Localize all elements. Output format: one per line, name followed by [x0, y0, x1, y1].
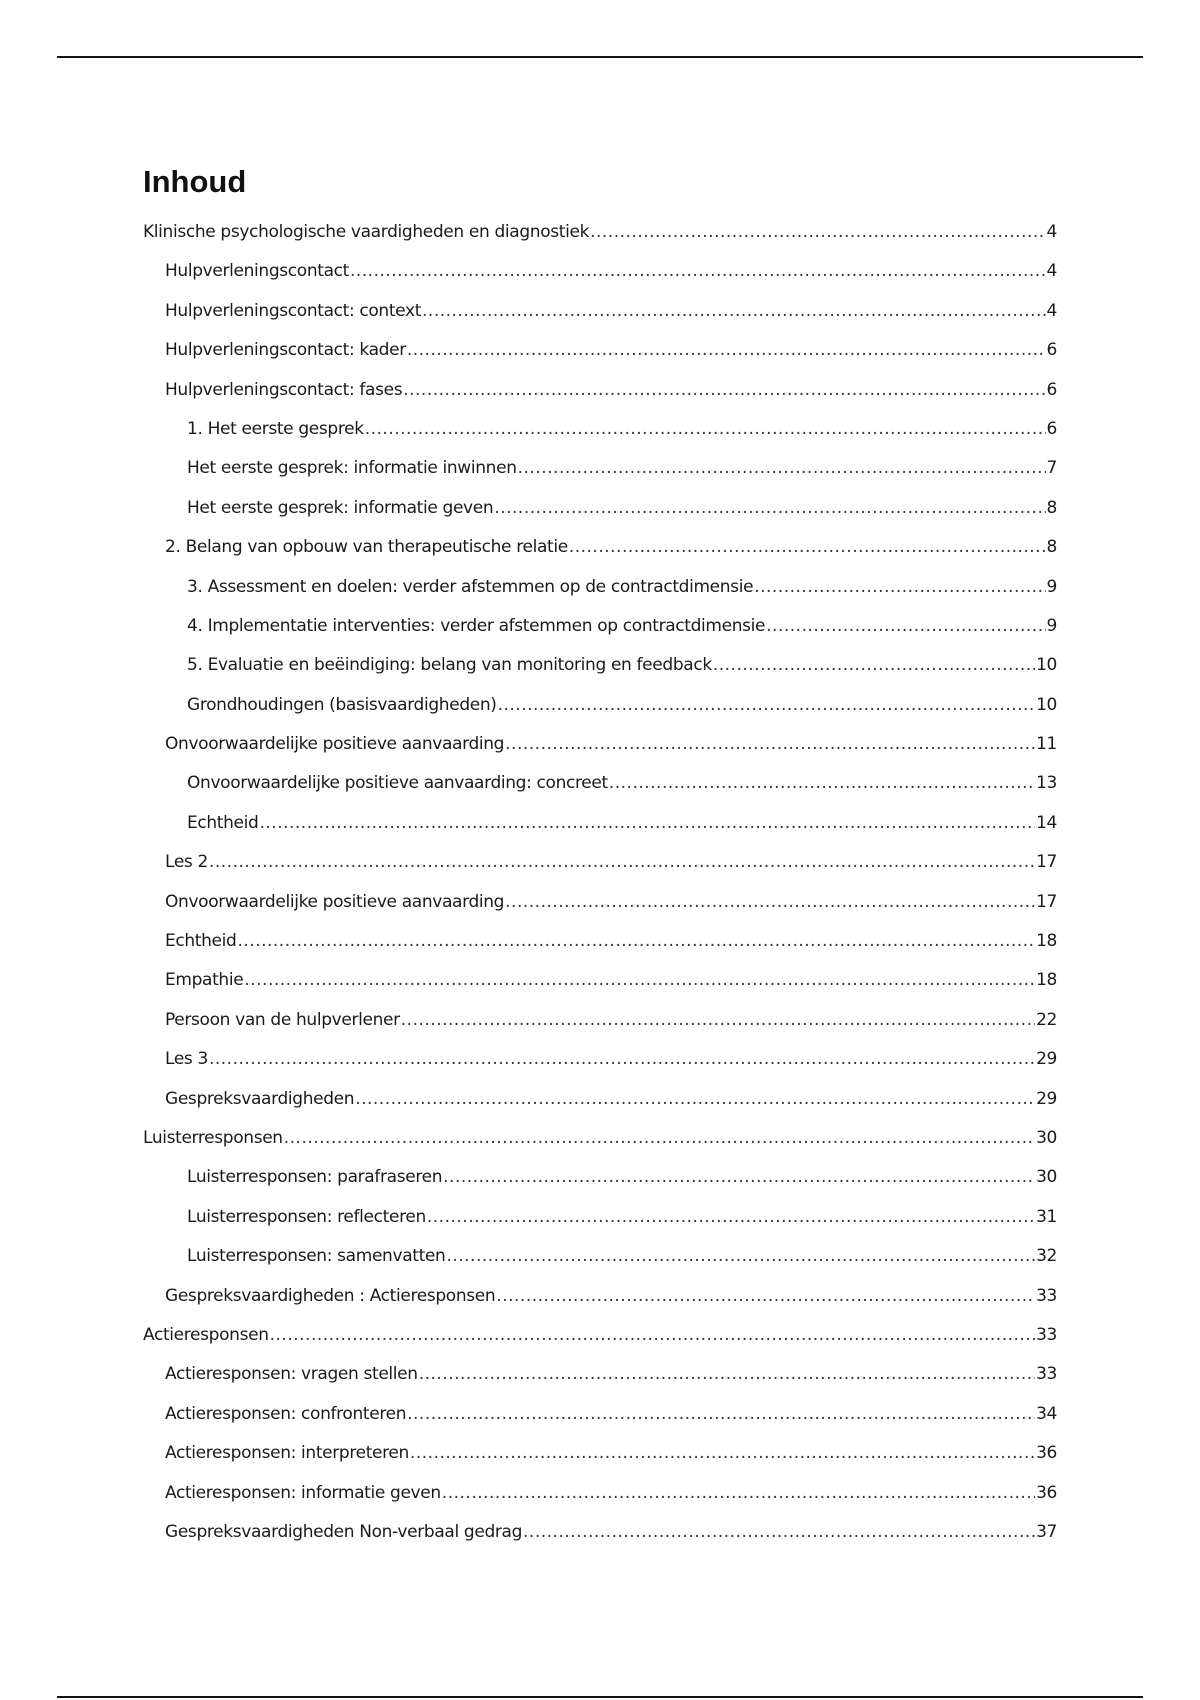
table-of-contents — [143, 213, 1057, 1552]
toc-page-number: 32 — [1036, 1246, 1057, 1267]
toc-dot-leader — [766, 607, 1045, 646]
toc-entry[interactable] — [143, 764, 1057, 803]
toc-entry-title: 2. Belang van opbouw van therapeutische relatie — [165, 537, 568, 558]
toc-page-number: 33 — [1036, 1324, 1057, 1345]
toc-entry-title: 1. Het eerste gesprek — [187, 418, 364, 439]
toc-entry-title: Gespreksvaardigheden Non-verbaal gedrag — [165, 1521, 523, 1542]
toc-entry[interactable] — [143, 646, 1057, 685]
toc-page-number: 9 — [1046, 615, 1057, 636]
toc-entry-title: 4. Implementatie interventies: verder afstemmen op contractdimensie — [187, 615, 766, 636]
toc-entry[interactable] — [143, 213, 1057, 252]
toc-entry-title: Luisterresponsen: samenvatten — [187, 1246, 446, 1267]
toc-page-number: 8 — [1046, 537, 1057, 558]
toc-page-number: 30 — [1036, 1167, 1057, 1188]
toc-entry-title: Echtheid — [165, 931, 237, 952]
toc-entry-title: Luisterresponsen: parafraseren — [187, 1167, 443, 1188]
toc-entry[interactable] — [143, 1198, 1057, 1237]
toc-entry[interactable] — [143, 883, 1057, 922]
toc-entry-title: Het eerste gesprek: informatie inwinnen — [187, 458, 517, 479]
toc-dot-leader — [237, 922, 1035, 961]
toc-dot-leader — [609, 764, 1035, 803]
toc-dot-leader — [518, 449, 1046, 488]
toc-entry-title: 5. Evaluatie en beëindiging: belang van monitoring en feedback — [187, 655, 712, 676]
toc-entry-title: Actieresponsen — [143, 1324, 269, 1345]
toc-entry[interactable] — [143, 292, 1057, 331]
toc-page-number: 29 — [1036, 1049, 1057, 1070]
toc-entry-title: Onvoorwaardelijke positieve aanvaarding — [165, 734, 505, 755]
toc-entry[interactable] — [143, 371, 1057, 410]
toc-entry-title: Les 2 — [165, 852, 208, 873]
toc-entry-title: Onvoorwaardelijke positieve aanvaarding: concreet — [187, 773, 608, 794]
toc-entry-title: Grondhoudingen (basisvaardigheden) — [187, 694, 497, 715]
toc-dot-leader — [443, 1158, 1035, 1197]
toc-page-number: 18 — [1036, 970, 1057, 991]
toc-dot-leader — [419, 1355, 1035, 1394]
toc-entry[interactable] — [143, 1119, 1057, 1158]
toc-entry[interactable] — [143, 1158, 1057, 1197]
toc-entry-title: Les 3 — [165, 1049, 208, 1070]
toc-page-number: 37 — [1036, 1521, 1057, 1542]
toc-dot-leader — [569, 528, 1046, 567]
toc-page-number: 6 — [1046, 340, 1057, 361]
footer-rule — [57, 1696, 1143, 1698]
toc-dot-leader — [270, 1316, 1035, 1355]
toc-entry[interactable] — [143, 1474, 1057, 1513]
toc-page-number: 7 — [1046, 458, 1057, 479]
toc-page-number: 17 — [1036, 891, 1057, 912]
toc-entry-title: Gespreksvaardigheden — [165, 1088, 355, 1109]
toc-page-number: 14 — [1036, 812, 1057, 833]
toc-dot-leader — [523, 1513, 1035, 1552]
toc-entry[interactable] — [143, 961, 1057, 1000]
toc-entry-title: Actieresponsen: interpreteren — [165, 1443, 409, 1464]
toc-page-number: 9 — [1046, 576, 1057, 597]
toc-page-number: 10 — [1036, 694, 1057, 715]
toc-entry-title: Luisterresponsen: reflecteren — [187, 1206, 426, 1227]
toc-dot-leader — [442, 1474, 1035, 1513]
toc-entry-title: Hulpverleningscontact: fases — [165, 379, 403, 400]
toc-dot-leader — [427, 1198, 1035, 1237]
page-title: Inhoud — [143, 164, 247, 199]
toc-entry-title: Actieresponsen: confronteren — [165, 1403, 407, 1424]
toc-entry-title: Gespreksvaardigheden : Actieresponsen — [165, 1285, 496, 1306]
toc-entry-title: Actieresponsen: vragen stellen — [165, 1364, 418, 1385]
toc-dot-leader — [494, 489, 1045, 528]
toc-dot-leader — [209, 1040, 1035, 1079]
toc-page-number: 31 — [1036, 1206, 1057, 1227]
toc-dot-leader — [505, 725, 1035, 764]
toc-page-number: 22 — [1036, 1009, 1057, 1030]
header-rule — [57, 56, 1143, 58]
toc-dot-leader — [365, 410, 1046, 449]
toc-page-number: 36 — [1036, 1443, 1057, 1464]
toc-page-number: 6 — [1046, 379, 1057, 400]
toc-page-number: 30 — [1036, 1127, 1057, 1148]
toc-page-number: 8 — [1046, 497, 1057, 518]
toc-entry-title: Hulpverleningscontact — [165, 261, 349, 282]
toc-dot-leader — [244, 961, 1035, 1000]
toc-dot-leader — [505, 883, 1035, 922]
toc-entry[interactable] — [143, 922, 1057, 961]
toc-entry[interactable] — [143, 1040, 1057, 1079]
toc-entry-title: Hulpverleningscontact: context — [165, 300, 422, 321]
toc-entry-title: Luisterresponsen — [143, 1127, 283, 1148]
toc-page-number: 13 — [1036, 773, 1057, 794]
toc-dot-leader — [496, 1277, 1035, 1316]
toc-page-number: 36 — [1036, 1482, 1057, 1503]
toc-dot-leader — [713, 646, 1035, 685]
toc-entry[interactable] — [143, 843, 1057, 882]
toc-dot-leader — [590, 213, 1045, 252]
toc-entry-title: Persoon van de hulpverlener — [165, 1009, 400, 1030]
toc-entry-title: Echtheid — [187, 812, 259, 833]
toc-entry[interactable] — [143, 1434, 1057, 1473]
toc-entry[interactable] — [143, 489, 1057, 528]
toc-dot-leader — [498, 686, 1035, 725]
toc-entry[interactable] — [143, 1080, 1057, 1119]
toc-entry[interactable] — [143, 1001, 1057, 1040]
toc-dot-leader — [422, 292, 1046, 331]
toc-entry[interactable] — [143, 410, 1057, 449]
toc-entry[interactable] — [143, 725, 1057, 764]
toc-dot-leader — [410, 1434, 1035, 1473]
toc-page-number: 29 — [1036, 1088, 1057, 1109]
toc-page-number: 17 — [1036, 852, 1057, 873]
toc-entry[interactable] — [143, 1395, 1057, 1434]
toc-entry[interactable] — [143, 804, 1057, 843]
toc-entry[interactable] — [143, 1355, 1057, 1394]
toc-entry[interactable] — [143, 607, 1057, 646]
toc-page-number: 4 — [1046, 222, 1057, 242]
toc-dot-leader — [284, 1119, 1035, 1158]
toc-dot-leader — [754, 568, 1045, 607]
toc-page-number: 33 — [1036, 1364, 1057, 1385]
toc-page-number: 18 — [1036, 931, 1057, 952]
toc-page-number: 4 — [1046, 300, 1057, 321]
toc-entry-title: Hulpverleningscontact: kader — [165, 340, 406, 361]
toc-entry[interactable] — [143, 568, 1057, 607]
toc-entry[interactable] — [143, 252, 1057, 291]
toc-dot-leader — [407, 1395, 1035, 1434]
toc-entry-title: Actieresponsen: informatie geven — [165, 1482, 441, 1503]
toc-entry[interactable] — [143, 686, 1057, 725]
toc-dot-leader — [259, 804, 1035, 843]
toc-entry[interactable] — [143, 1513, 1057, 1552]
toc-dot-leader — [446, 1237, 1035, 1276]
toc-entry[interactable] — [143, 449, 1057, 488]
toc-page-number: 33 — [1036, 1285, 1057, 1306]
toc-dot-leader — [350, 252, 1046, 291]
toc-page-number: 6 — [1046, 418, 1057, 439]
toc-entry-title: Het eerste gesprek: informatie geven — [187, 497, 494, 518]
toc-entry[interactable] — [143, 528, 1057, 567]
toc-dot-leader — [209, 843, 1035, 882]
toc-entry[interactable] — [143, 331, 1057, 370]
toc-entry[interactable] — [143, 1277, 1057, 1316]
toc-entry-title: Klinische psychologische vaardigheden en diagnostiek — [143, 222, 590, 242]
toc-entry-title: Empathie — [165, 970, 244, 991]
toc-dot-leader — [407, 331, 1046, 370]
toc-dot-leader — [355, 1080, 1035, 1119]
toc-entry[interactable] — [143, 1237, 1057, 1276]
toc-dot-leader — [403, 371, 1045, 410]
toc-page-number: 34 — [1036, 1403, 1057, 1424]
toc-entry-title: 3. Assessment en doelen: verder afstemmen op de contractdimensie — [187, 576, 754, 597]
toc-page-number: 11 — [1036, 734, 1057, 755]
toc-page-number: 4 — [1046, 261, 1057, 282]
toc-dot-leader — [401, 1001, 1035, 1040]
toc-entry-title: Onvoorwaardelijke positieve aanvaarding — [165, 891, 505, 912]
toc-page-number: 10 — [1036, 655, 1057, 676]
toc-entry[interactable] — [143, 1316, 1057, 1355]
